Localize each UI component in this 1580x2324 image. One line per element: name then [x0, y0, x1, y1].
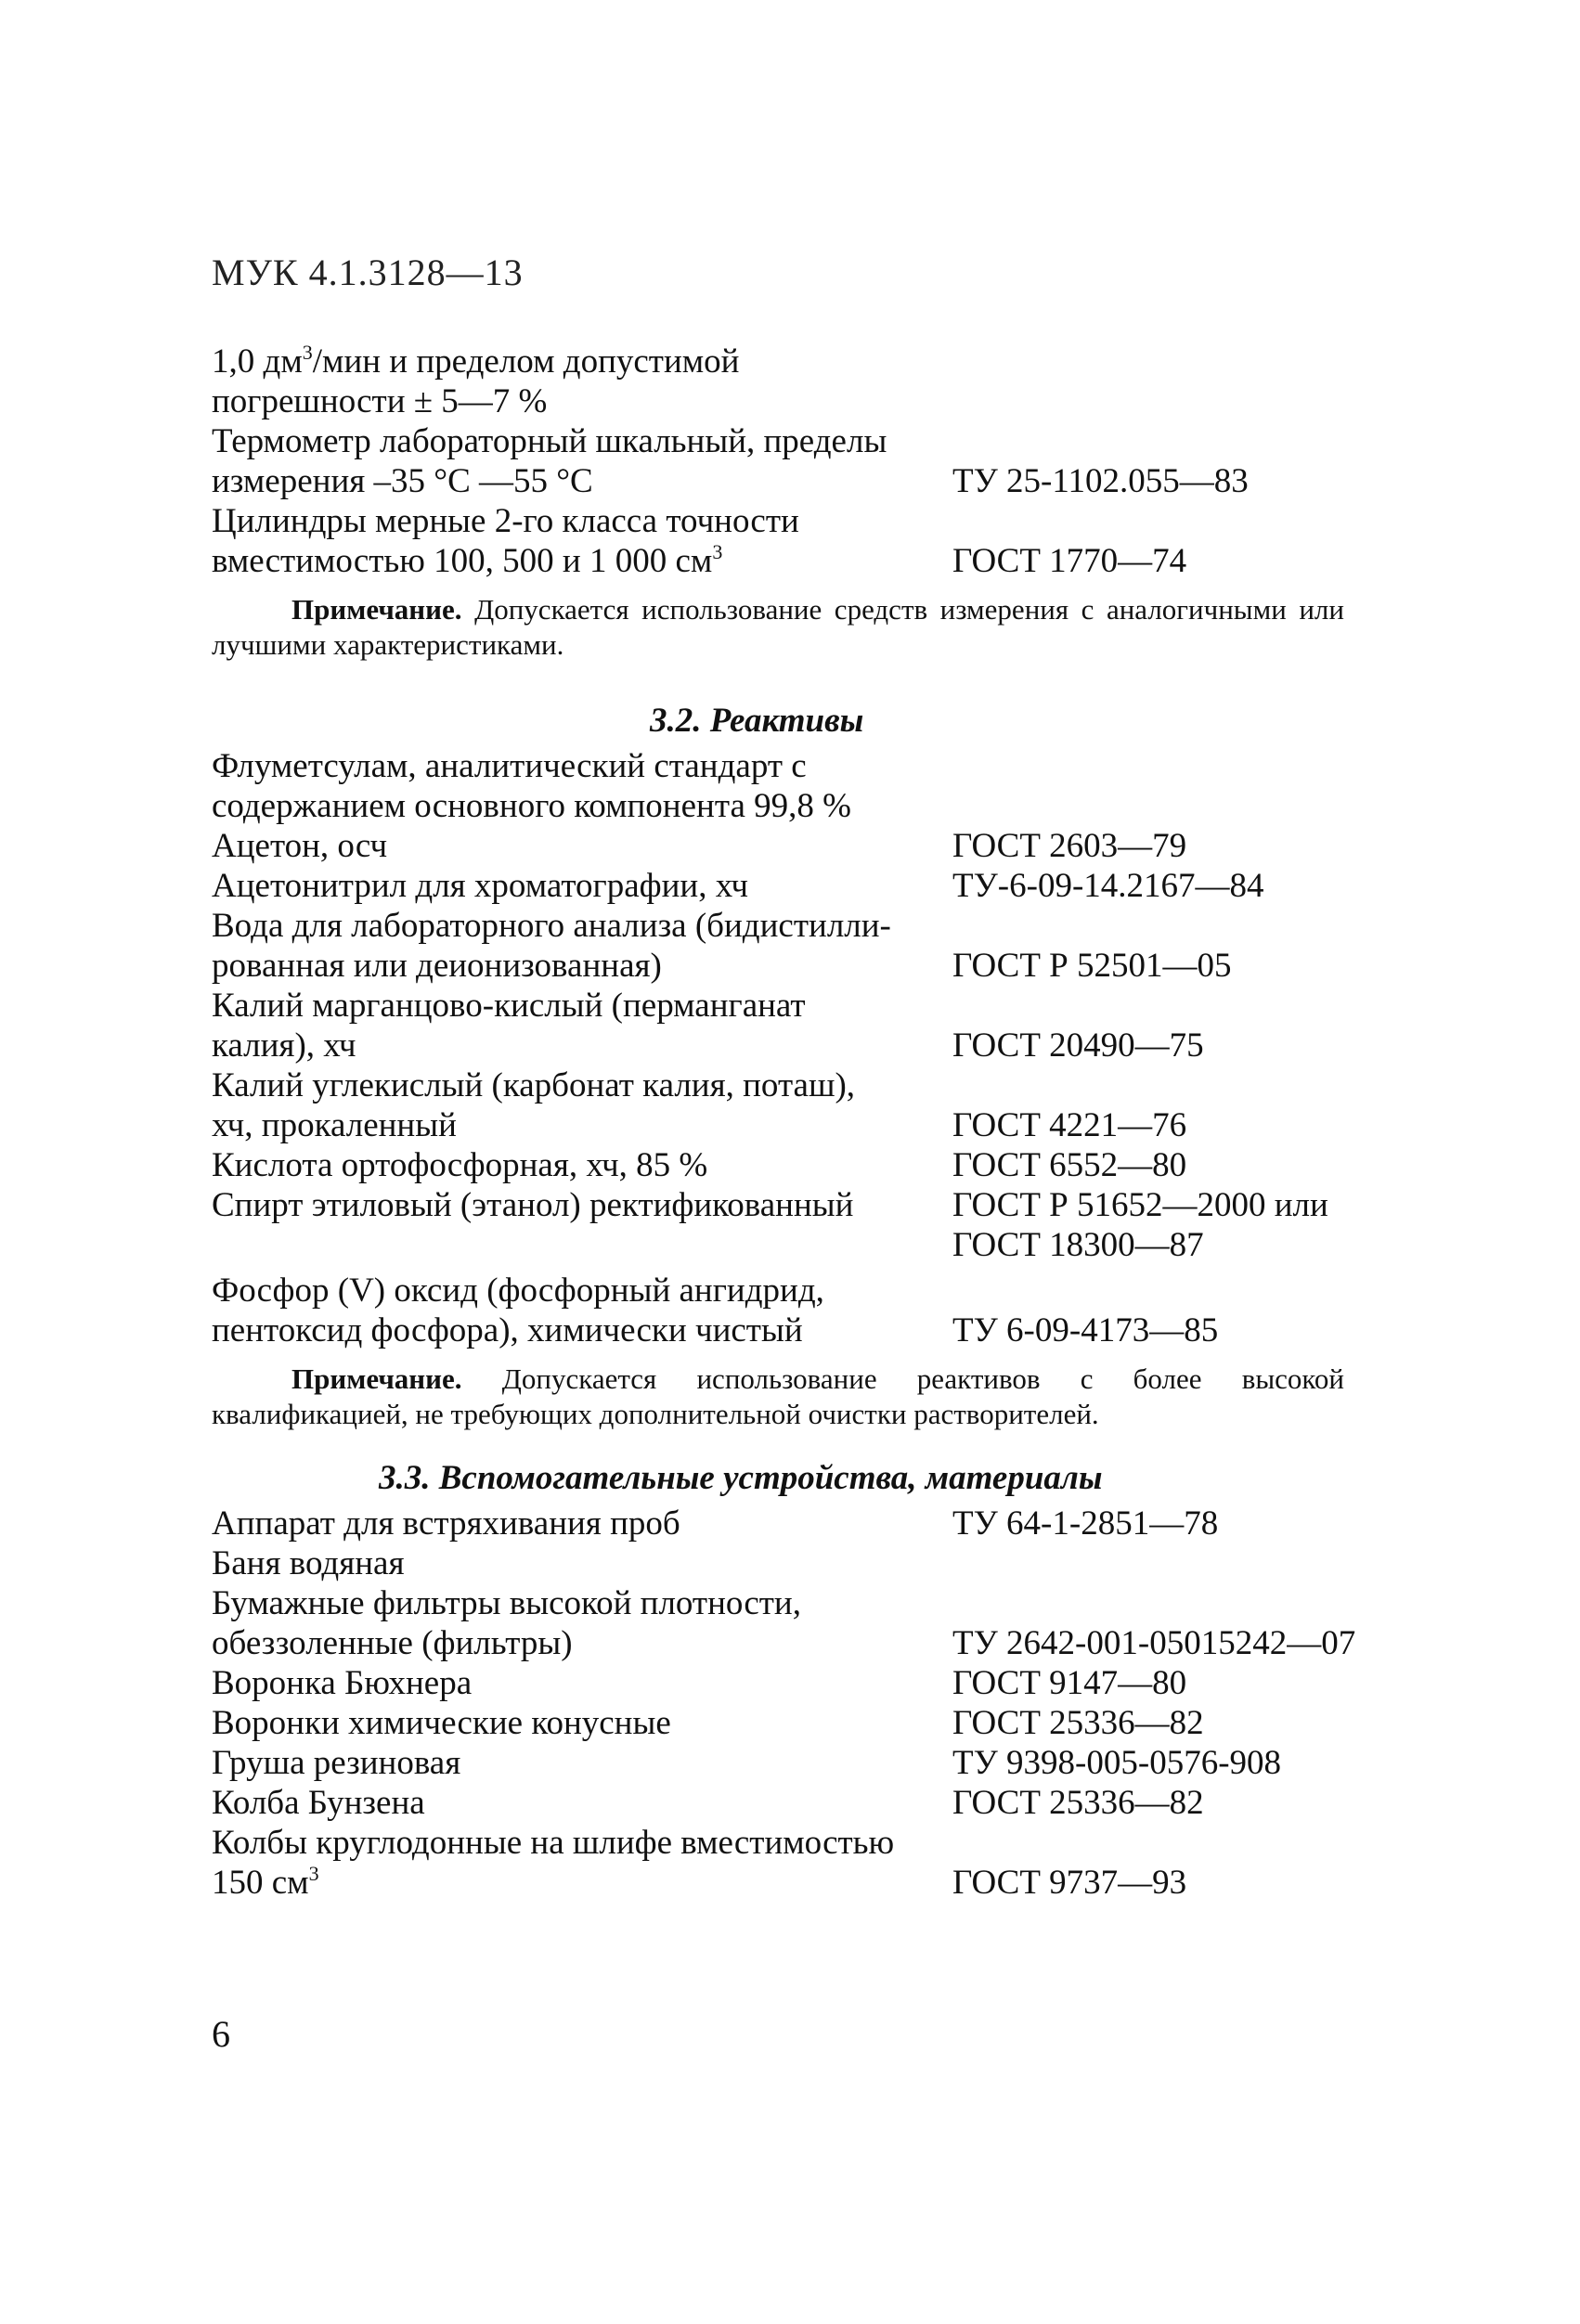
list-item — [212, 1823, 1372, 1863]
list-item — [212, 826, 1372, 866]
list-item — [212, 1663, 1372, 1703]
item-label: Бумажные фильтры высокой плотности, — [212, 1584, 801, 1622]
item-label: Спирт этиловый (этанол) ректификованный — [212, 1186, 854, 1224]
item-standard-ref: ГОСТ 4221—76 — [952, 1106, 1187, 1144]
document-code-header: МУК 4.1.3128—13 — [212, 252, 524, 293]
item-label: погрешности ± 5—7 % — [212, 382, 548, 420]
item-standard-ref: ГОСТ 25336—82 — [952, 1784, 1204, 1822]
reagents-section — [212, 696, 1372, 1432]
item-label-continued: /мин и пределом допустимой — [312, 342, 740, 381]
item-superscript: 3 — [712, 540, 723, 563]
list-item — [212, 1863, 1372, 1903]
item-label: Термометр лабораторный шкальный, пределы — [212, 422, 887, 460]
item-standard-ref: ГОСТ 18300—87 — [952, 1226, 1204, 1264]
item-label: Вода для лабораторного анализа (бидистилли- — [212, 907, 891, 945]
list-item — [212, 1271, 1372, 1310]
item-standard-ref: ГОСТ 6552—80 — [952, 1146, 1187, 1184]
item-superscript: 3 — [308, 1862, 319, 1885]
item-standard-ref: ГОСТ 25336—82 — [952, 1704, 1204, 1742]
list-item — [212, 342, 1372, 381]
note-prefix: Примечание. — [291, 593, 462, 626]
item-standard-ref: ГОСТ Р 51652—2000 или — [952, 1186, 1328, 1224]
item-label: 1,0 дм — [212, 342, 303, 381]
item-standard-ref: ГОСТ 2603—79 — [952, 827, 1187, 865]
list-item — [212, 541, 1372, 581]
item-standard-ref: ТУ 25-1102.055—83 — [952, 462, 1249, 500]
item-standard-ref: ГОСТ 9737—93 — [952, 1864, 1187, 1902]
item-label: Кислота ортофосфорная, хч, 85 % — [212, 1146, 708, 1184]
item-label: Калий марганцово-кислый (перманганат — [212, 987, 806, 1025]
item-label: измерения –35 °C —55 °C — [212, 462, 593, 500]
list-item — [212, 1583, 1372, 1623]
equipment-note — [212, 592, 1344, 663]
list-item — [212, 1065, 1372, 1105]
section-title: 3.2. Реактивы — [650, 702, 864, 740]
item-label: Аппарат для встряхивания проб — [212, 1504, 680, 1543]
list-item — [212, 501, 1372, 541]
list-item — [212, 381, 1372, 421]
item-label: Цилиндры мерные 2-го класса точности — [212, 502, 799, 540]
item-label: хч, прокаленный — [212, 1106, 457, 1144]
aux-section — [212, 1453, 1372, 1903]
item-label: Баня водяная — [212, 1544, 405, 1582]
list-item — [212, 986, 1372, 1026]
list-item — [212, 1543, 1372, 1583]
item-standard-ref: ГОСТ Р 52501—05 — [952, 947, 1232, 985]
note-text: Допускается использование средств измерения с аналогичными или лучшими характеристиками. — [212, 593, 1344, 661]
item-standard-ref: ТУ 6-09-4173—85 — [952, 1311, 1219, 1349]
list-item — [212, 421, 1372, 461]
item-standard-ref: ГОСТ 1770—74 — [952, 542, 1187, 580]
list-item — [212, 1225, 1372, 1265]
item-label: Воронки химические конусные — [212, 1704, 671, 1742]
note-text: Допускается использование реактивов с более высокой квалификацией, не требующих дополнительной очистки растворителей. — [212, 1362, 1344, 1430]
list-item — [212, 1310, 1372, 1350]
list-item — [212, 946, 1372, 986]
list-item — [212, 866, 1372, 906]
list-item — [212, 1185, 1372, 1225]
item-standard-ref: ТУ-6-09-14.2167—84 — [952, 867, 1264, 905]
list-item — [212, 906, 1372, 946]
item-label: Ацетон, осч — [212, 827, 388, 865]
item-label: пентоксид фосфора), химически чистый — [212, 1311, 803, 1349]
item-standard-ref: ГОСТ 9147—80 — [952, 1664, 1187, 1702]
item-label: Воронка Бюхнера — [212, 1664, 473, 1702]
list-item — [212, 1783, 1372, 1823]
item-label: вместимостью 100, 500 и 1 000 см — [212, 542, 713, 580]
item-label: Калий углекислый (карбонат калия, поташ), — [212, 1066, 856, 1104]
page-number: 6 — [212, 2013, 230, 2055]
item-label: рованная или деионизованная) — [212, 947, 662, 985]
item-label: Флуметсулам, аналитический стандарт с — [212, 747, 807, 785]
list-item — [212, 1623, 1372, 1663]
item-label: Ацетонитрил для хроматографии, хч — [212, 867, 748, 905]
item-label: обеззоленные (фильтры) — [212, 1624, 573, 1662]
item-standard-ref: ТУ 9398-005-0576-908 — [952, 1744, 1282, 1782]
item-standard-ref: ТУ 64-1-2851—78 — [952, 1504, 1219, 1543]
item-label: содержанием основного компонента 99,8 % — [212, 787, 851, 825]
list-item — [212, 1703, 1372, 1743]
item-label: Груша резиновая — [212, 1744, 461, 1782]
list-item — [212, 1105, 1372, 1145]
item-label: Колба Бунзена — [212, 1784, 425, 1822]
list-item — [212, 461, 1372, 501]
list-item — [212, 786, 1372, 826]
item-label: 150 см — [212, 1864, 309, 1902]
item-superscript: 3 — [302, 341, 313, 364]
item-standard-ref: ТУ 2642-001-05015242—07 — [952, 1624, 1356, 1662]
item-label: Фосфор (V) оксид (фосфорный ангидрид, — [212, 1272, 824, 1310]
list-item — [212, 1743, 1372, 1783]
reagents-note — [212, 1362, 1344, 1432]
list-item — [212, 1504, 1372, 1543]
list-item — [212, 1026, 1372, 1065]
equipment-list — [212, 342, 1372, 663]
list-item — [212, 1145, 1372, 1185]
section-title: 3.3. Вспомогательные устройства, материалы — [379, 1459, 1103, 1497]
item-standard-ref: ГОСТ 20490—75 — [952, 1026, 1204, 1065]
item-label: калия), хч — [212, 1026, 356, 1065]
item-label: Колбы круглодонные на шлифе вместимостью — [212, 1824, 895, 1862]
note-prefix: Примечание. — [291, 1362, 462, 1395]
list-item — [212, 746, 1372, 786]
